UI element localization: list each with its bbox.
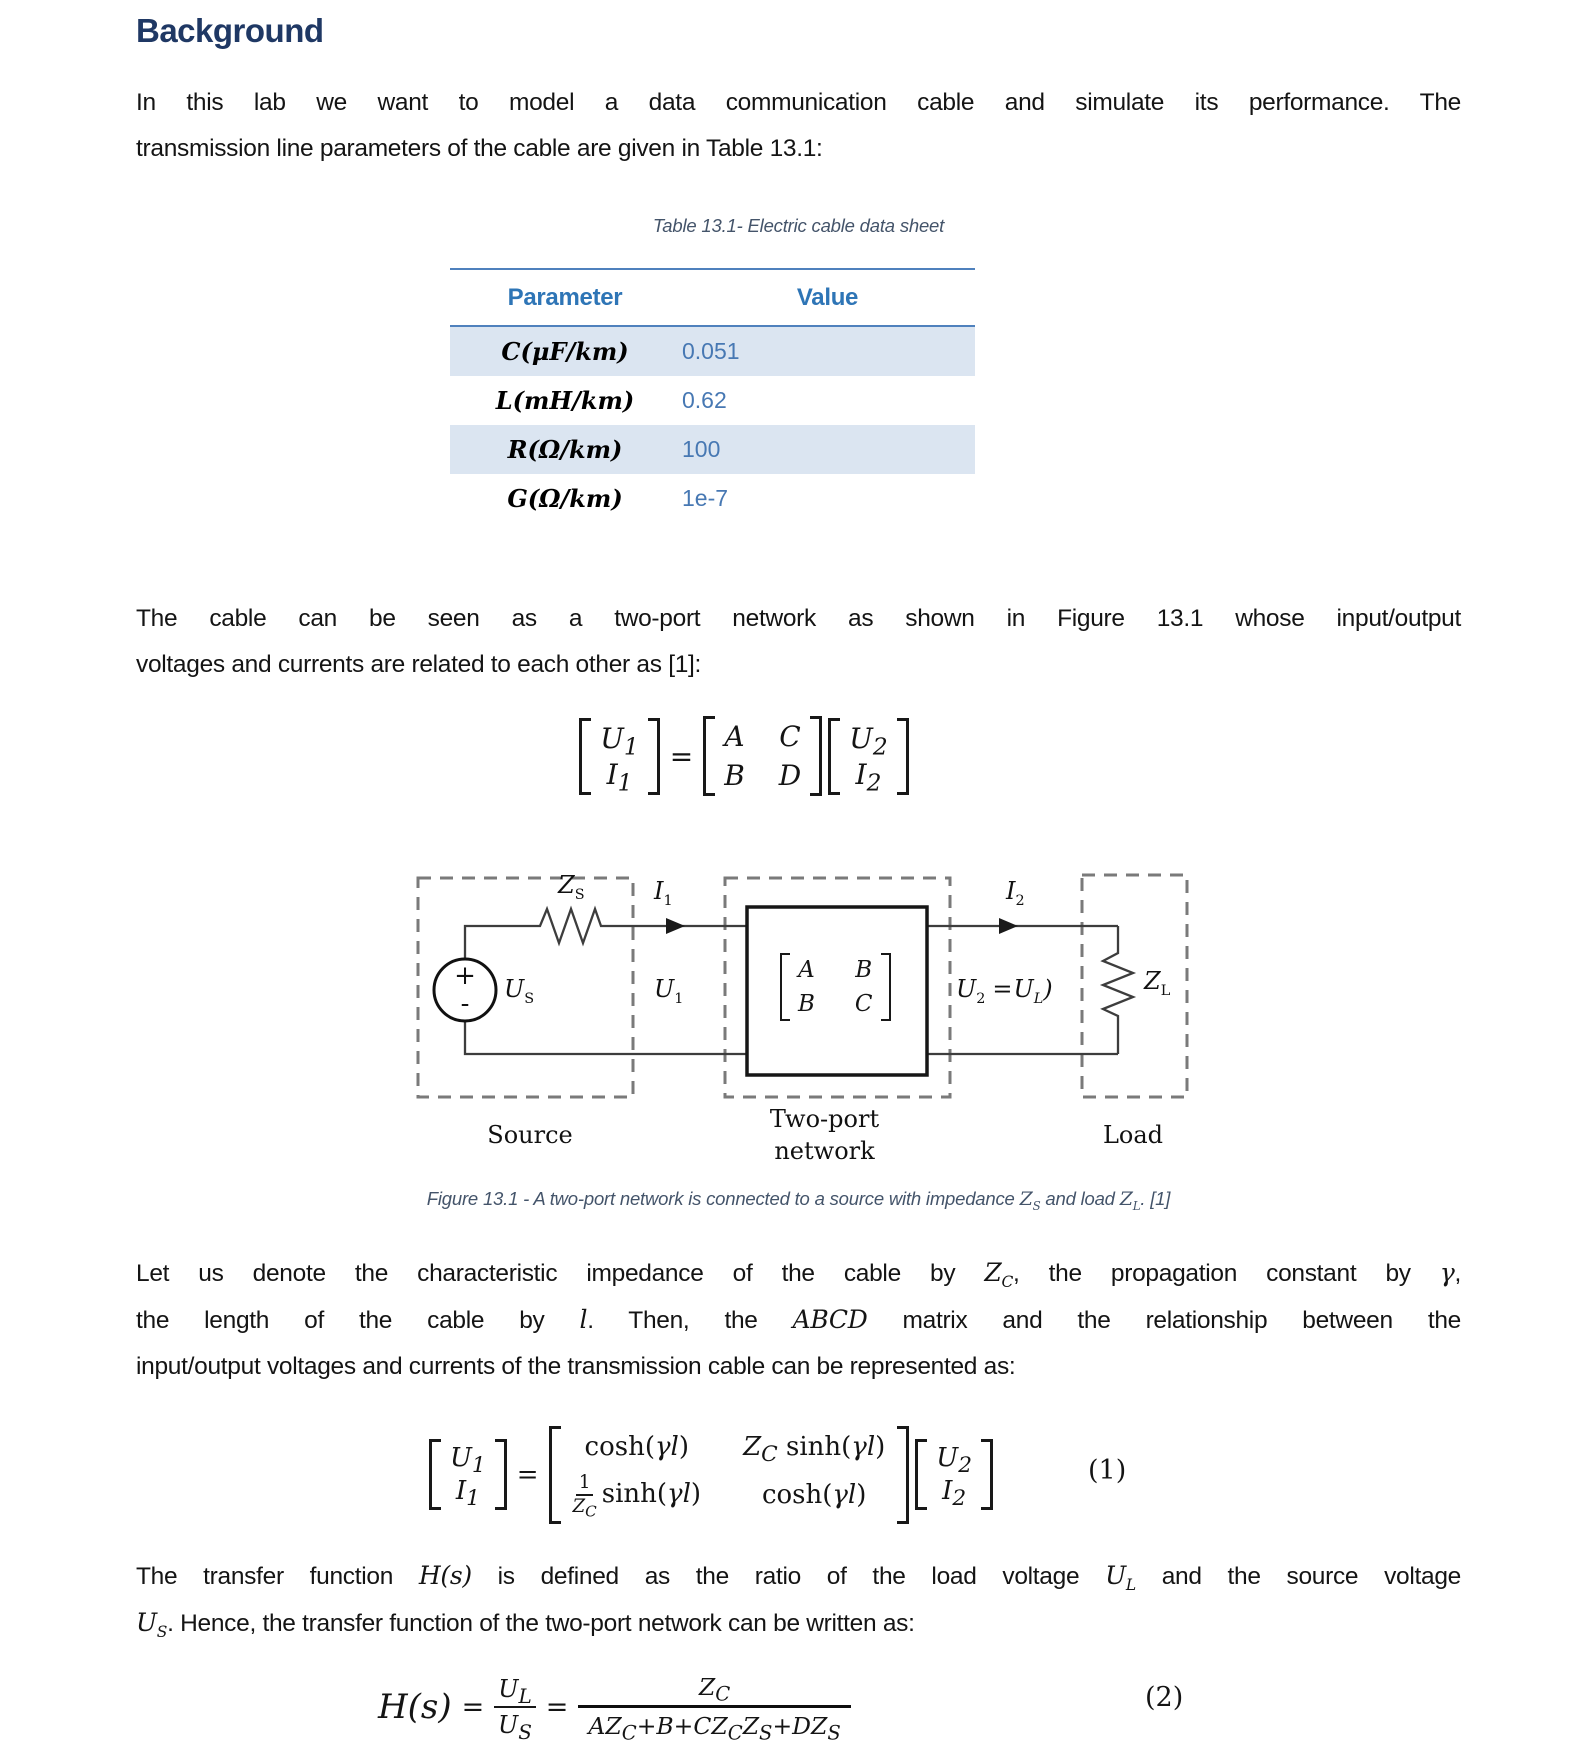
label-two-port-network: Two-port network (769, 1105, 880, 1165)
cosh-sinh-matrix: cosh(γl) $Z_C$ sinh(γl) $\frac{1}{Z_C}$ sinh(γl) cosh(γl) (549, 1426, 910, 1524)
table-row (450, 376, 975, 425)
current-arrow-i2 (999, 918, 1018, 934)
minus-sign: - (460, 989, 470, 1019)
bracket-right (881, 953, 891, 1021)
paragraph-characteristic-impedance (136, 1250, 1461, 1390)
label-zl: $Z_L$ (1144, 967, 1171, 999)
bracket-right (648, 718, 660, 795)
bracket-left (915, 1439, 927, 1510)
paragraph-intro (136, 80, 1461, 172)
value-cell: 0.051 (682, 338, 740, 364)
bracket-right (495, 1439, 507, 1510)
text-line: voltages and currents are related to each other as [1]: (136, 651, 702, 678)
resistor-zl (1103, 926, 1133, 1054)
abcd-matrix: A C B D (703, 716, 822, 796)
paragraph-transfer-function (136, 1553, 1461, 1647)
equals-sign: = (545, 1691, 569, 1723)
column-vector: $U_1$ $I_1$ (429, 1439, 507, 1510)
bracket-left (429, 1439, 441, 1510)
figure-caption: Figure 13.1 - A two-port network is connected to a source with impedance $Z_S$ and load $Z_L$. [1] (426, 1188, 1171, 1213)
wire (465, 1021, 747, 1054)
column-vector: $U_2$ $I_2$ (828, 718, 908, 795)
section-heading: Background (136, 12, 324, 49)
table-header-row (450, 268, 975, 327)
bracket-left (703, 716, 715, 796)
ul-over-us-fraction: $\frac{U_L}{U_S}$ (494, 1674, 536, 1740)
equation-abcd-relation (135, 716, 1353, 796)
value-cell: 0.62 (682, 387, 727, 413)
label-load: Load (1102, 1121, 1164, 1149)
label-u1: $U_1$ (654, 975, 684, 1007)
resistor-zs (465, 909, 747, 959)
cable-data-table (450, 268, 975, 523)
equals-sign: = (516, 1459, 539, 1490)
column-vector: $U_1$ $I_1$ (579, 718, 659, 795)
text-line: $U_S$. Hence, the transfer function of the two-port network can be written as: (136, 1608, 915, 1641)
parameter-cell: C(μF/km) (501, 337, 629, 366)
bracket-right (897, 718, 909, 795)
equation-2-transfer-function (378, 1662, 851, 1752)
bracket-left (828, 718, 840, 795)
text-line: Let us denote the characteristic impedance of the cable by $Z_C$, the propagation constant by γ, (136, 1258, 1461, 1291)
label-us: $U_S$ (504, 975, 535, 1007)
table-row (450, 425, 975, 474)
label-zs: $Z_S$ (558, 871, 585, 903)
equals-sign: = (669, 739, 694, 773)
text-line: The transfer function H(s) is defined as the ratio of the load voltage $U_L$ and the source voltage (136, 1561, 1461, 1594)
bracket-left (780, 953, 790, 1021)
parameter-cell: G(Ω/km) (507, 484, 623, 513)
equation-1-number: (1) (1088, 1455, 1127, 1486)
label-i2: $I_2$ (1006, 877, 1025, 909)
text-line: In this lab we want to model a data communication cable and simulate its performance. The (136, 89, 1461, 116)
text-line: input/output voltages and currents of the transmission cable can be represented as: (136, 1353, 1016, 1380)
text-line: the length of the cable by l. Then, the ABCD matrix and the relationship between the (136, 1305, 1461, 1334)
label-i1: $I_1$ (654, 877, 673, 909)
parameter-cell: R(Ω/km) (507, 435, 623, 464)
load-dashed-box (1082, 875, 1187, 1097)
column-header-value: Value (796, 283, 859, 311)
block-matrix-abbc: A B B C (780, 953, 891, 1021)
value-cell: 100 (682, 436, 721, 462)
text-line: The cable can be seen as a two-port network as shown in Figure 13.1 whose input/output (136, 605, 1461, 632)
equals-sign: = (461, 1691, 485, 1723)
paragraph-two-port (136, 596, 1461, 688)
text-line: transmission line parameters of the cable are given in Table 13.1: (136, 135, 823, 162)
table-row (450, 474, 975, 523)
bracket-left (549, 1426, 561, 1524)
label-source: Source (487, 1121, 573, 1149)
column-vector: $U_2$ $I_2$ (915, 1439, 993, 1510)
plus-sign: + (454, 961, 476, 991)
table-row (450, 327, 975, 376)
bracket-left (579, 718, 591, 795)
bracket-right (897, 1426, 909, 1524)
bracket-right (810, 716, 822, 796)
h-of-s: H(s) (378, 1687, 452, 1727)
value-cell: 1e-7 (682, 485, 729, 511)
label-u2-ul: $U_2 =U_L$) (956, 975, 1053, 1007)
equation-2-number: (2) (1145, 1682, 1184, 1713)
bracket-right (981, 1439, 993, 1510)
column-header-parameter: Parameter (507, 283, 623, 311)
current-arrow-i1 (666, 918, 685, 934)
two-port-network-figure (400, 863, 1200, 1165)
zc-fraction: $Z_C$ $AZ_C+B+CZ_CZ_S+DZ_S$ (578, 1673, 850, 1742)
table-caption: Table 13.1- Electric cable data sheet (652, 215, 945, 236)
parameter-cell: L(mH/km) (495, 386, 635, 415)
